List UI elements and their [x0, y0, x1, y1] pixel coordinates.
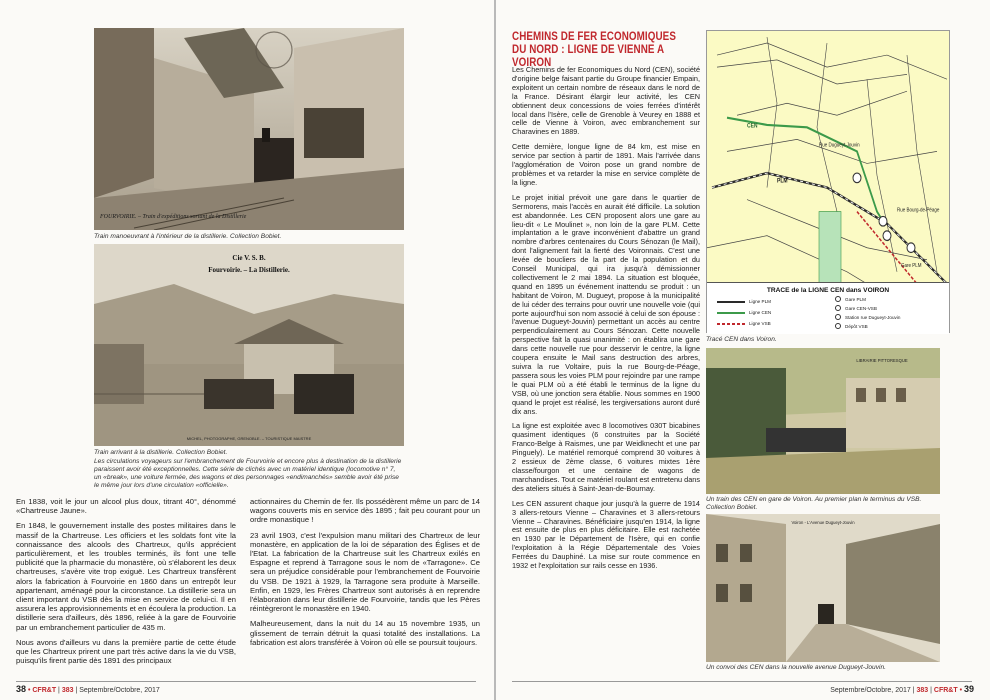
paragraph: Nous avons d'ailleurs vu dans la première partie de cette étude que les Chartreux prirent une part très active dans la vie du VSB, puisqu'ils firent partie dès 1891 des principaux: [16, 637, 236, 666]
footer-rule: [512, 681, 972, 682]
station-marker-icon: [835, 323, 841, 329]
folio-right: Septembre/Octobre, 2017 | 383 | CFR&T • 39: [830, 684, 974, 694]
legend-title: TRACE de la LIGNE CEN dans VOIRON: [766, 287, 890, 294]
map-label-cen: CEN: [747, 122, 758, 130]
legend-depot: Dépôt VSB: [835, 323, 868, 329]
caption-4: Un convoi des CEN dans la nouvelle avenue Dugueyt-Jouvin.: [706, 664, 886, 671]
photo-2-header: Cie V. S. B.: [232, 254, 266, 262]
paragraph: Les CEN assurent chaque jour jusqu'à la guerre de 1914 3 allers-retours Vienne – Charavines et 3 allers-retours Vienne – Charavines. Bénéficiaire jusqu'en 1914, la ligne est ensuite de plus en plus déficitaire. Elle est rachetée en 1930 par le Département de l'Isère, qui en confie l'exploitation à la Régie Départementale des Voies Ferrées du Dauphiné. La mise sur route commence en 1932 et l'exploitation sur rails cesse en 1936.: [512, 498, 700, 571]
map-label-rue-b: Rue Bourg-de-Péage: [897, 207, 940, 214]
issue-number: 383: [61, 687, 74, 694]
map-label-gare: Gare PLM: [901, 262, 922, 270]
article-headline: CHEMINS DE FER ECONOMIQUES DU NORD : LIGNE DE VIENNE A VOIRON: [512, 29, 676, 69]
line-swatch-icon: [717, 301, 745, 303]
photo-arriving-train: [94, 244, 404, 446]
caption-2b: Les circulations voyageurs sur l'embranchement de Fourvoirie et encore plus à destination de la distillerie paraissent avoir été exceptionnelles. Cette série de clichés avec un matériel identique (locomotive n° 7, un «break», une voiture fermée, des wagons et des personnages «endimanchés» semble avoir été prise le même jour lors d'une circulation «officielle».: [94, 458, 402, 489]
photo-1-text: FOURVOIRIE. – Train d'expéditions sortant de la Distillerie: [100, 214, 247, 220]
magazine-name: CFR&T: [933, 687, 958, 694]
issue-date: Septembre/Octobre, 2017: [79, 687, 160, 694]
photo-2-footer: MICHEL, PHOTOGRAPHE, GRENOBLE. – TOURISTIQUE MAISTRE: [186, 436, 312, 441]
left-column-2: [250, 497, 480, 653]
paragraph: 23 avril 1903, c'est l'expulsion manu militari des Chartreux de leur monastère, en application de la loi de séparation des Églises et de l'Etat. La fabrication de la Chartreuse suit les Chartreux exilés en Espagne et reprend à Tarragone sous le nom de «Tarragone». Ce sera un préjudice considérable pour l'embranchement de Fourvoirie du VSB. De 1921 à 1929, la Tarragone sera produite à Marseille. Enfin, en 1929, les Frères Chartreux sont autorisés à en reprendre l'élaboration dans leur distillerie de Fourvoirie, tandis que les Pères réintègreront le monastère en 1940.: [250, 530, 480, 614]
caption-1: Train manoeuvrant à l'intérieur de la distillerie. Collection Bobiet.: [94, 233, 282, 240]
right-page: [496, 0, 990, 700]
paragraph: En 1838, voit le jour un alcool plus doux, titrant 40°, dénommé «Chartreuse Jaune».: [16, 497, 236, 516]
photo-2-title: Fourvoirie. – La Distillerie.: [208, 266, 290, 274]
map-label-rue: Rue Dugueyt-Jouvin: [819, 142, 860, 149]
issue-number: 383: [916, 687, 929, 694]
station-marker-icon: [835, 314, 841, 320]
caption-map: Tracé CEN dans Voiron.: [706, 336, 777, 343]
map-label-plm: PLM: [777, 178, 788, 185]
legend-vsb: Ligne VSB: [717, 321, 771, 326]
legend-gare-plm: Gare PLM: [835, 296, 866, 302]
magazine-name: CFR&T: [32, 687, 57, 694]
paragraph: Le projet initial prévoit une gare dans le quartier de Sermorens, mais l'accès en aurait été difficile. La solution est abandonnée. Les CEN proposent alors une gare au lieu-dit « Le Moulinet », non loin de la gare PLM. Cette implantation a le grave inconvénient d'abattre un grand nombre d'arbres centenaires du Cours Sénozan (le Mail), dont l'alignement fait la fierté des Voironnais. C'est une levée de boucliers de la part de la population et du Conseil Municipal, qui ira jusqu'à démissionner collectivement le 2 mai 1894. La situation est bloquée, quand en 1895 un événement inattendu se produit : un habitant de Voiron, M. Dugueyt, propose à la municipalité de lui céder des terrains pour ouvrir une nouvelle voie (qui porte aujourd'hui son nom associé à celui de son épouse : l'avenue Dugueyt-Jouvin) permettant un accès au centre perpendiculairement au Cours Sénozan. Cette nouvelle perspective fait la quasi unanimité : on établira une gare dans cette nouvelle rue pour desservir le centre, la ligne coupera ensuite le Mail sans destruction des arbres, suivra la rue Voltaire, puis la rue Bourg-de-Péage, passera sous les voies PLM pour rejoindre par une rampe le quai PLM où a été établi le terminus de la ligne du VSB, où une jonction sera établie. Nous sommes en 1900 quand le projet est réalisé, les tergiversations auront duré dix ans.: [512, 192, 700, 416]
footer-rule: [16, 681, 476, 682]
legend-gare-cen: Gare CEN-VSB: [835, 305, 877, 311]
legend-station-rue: Station rue Dugueyt-Jouvin: [835, 314, 900, 320]
left-column-1: [16, 497, 236, 671]
photo-4-header: Voiron - L'Avenue Dugueyt-Jouvin: [791, 520, 855, 525]
legend-cen: Ligne CEN: [717, 310, 771, 315]
photo-cen-station: [706, 348, 940, 494]
station-marker-icon: [835, 296, 841, 302]
caption-2: Train arrivant à la distillerie. Collection Bobiet.: [94, 449, 228, 456]
folio-left: 38 • CFR&T | 383 | Septembre/Octobre, 2017: [16, 684, 160, 694]
paragraph: Les Chemins de fer Economiques du Nord (CEN), société d'origine belge faisant partie du Groupe financier Empain, exploitent un certain nombre de réseaux dans le nord de la France. Désirant élargir leur activité, les CEN obtiennent deux concessions de voies ferrées d'intérêt local dans l'Isère, celle de Grenoble à Veurey en 1888 et celle de Vienne à Voiron, avec embranchement sur Charavines en 1889.: [512, 65, 700, 137]
paragraph: actionnaires du Chemin de fer. Ils possédèrent même un parc de 14 wagons couverts mis en service dès 1895 ; fait peu courant pour un ordre monastique !: [250, 497, 480, 525]
paragraph: Malheureusement, dans la nuit du 14 au 15 novembre 1935, un glissement de terrain détruit la quasi totalité des installations. La fabrication est alors transférée à Voiron où elle se poursuit toujours.: [250, 619, 480, 647]
line-swatch-icon: [717, 312, 745, 314]
paragraph: La ligne est exploitée avec 8 locomotives 030T bicabines quasiment identiques (6 construites par la Société Franco-Belge à Raismes, une par Weidknecht et une par Pinguely). Le matériel remorqué comprend 30 voitures à 2 essieux de 2ème classe, 6 voitures mixtes 1ère classe/fourgon et une centaine de wagons de marchandises. Tout ce matériel roulant est entretenu dans des ateliers situés à Saint-Jean-de-Bournay.: [512, 421, 700, 493]
photo-distillery-train: [94, 28, 404, 230]
line-swatch-icon: [717, 323, 745, 325]
page-number: 38: [16, 684, 27, 694]
right-column-1: [512, 66, 700, 577]
caption-3: Un train des CEN en gare de Voiron. Au premier plan le terminus du VSB. Collection Bobiet.: [706, 496, 922, 511]
station-marker-icon: [835, 305, 841, 311]
map-legend: [707, 282, 949, 334]
page-number: 39: [963, 684, 974, 694]
voiron-route-map: [706, 30, 950, 333]
left-page: [0, 0, 494, 700]
issue-date: Septembre/Octobre, 2017: [830, 687, 911, 694]
photo-3-header: LIBRAIRIE PITTORESQUE: [856, 358, 908, 363]
photo-avenue-convoy: [706, 514, 940, 662]
paragraph: En 1848, le gouvernement installe des postes militaires dans le massif de la Chartreuse. Les officiers et les soldats font vite la connaissance des alcools des Chartreux, qu'ils apprécient particulièrement, et les troubles terminés, ils font une telle publicité que la pharmacie du monastère, où s'élaborent les deux chartreuses, s'avère vite trop exiguë. Les Chartreux transfèrent alors la fabrication à Fourvoirie en 1860 dans un entrepôt leur appartenant, aménagé pour la circonstance. La distillerie sera un client important du VSB dès la mise en service de celui-ci. Il en assurera les approvisionnements et en écoulera la production. La distillerie sera d'ailleurs, dès 1896, reliée à la gare de Fourvoirie par un embranchement particulier de 435 m.: [16, 521, 236, 632]
paragraph: Cette dernière, longue ligne de 84 km, est mise en service par section à partir de 1891. Mais l'arrivée dans l'agglomération de Voiron pose un grand nombre de problèmes et va retarder la mise en service complète de la ligne.: [512, 142, 700, 187]
legend-plm: Ligne PLM: [717, 299, 771, 304]
